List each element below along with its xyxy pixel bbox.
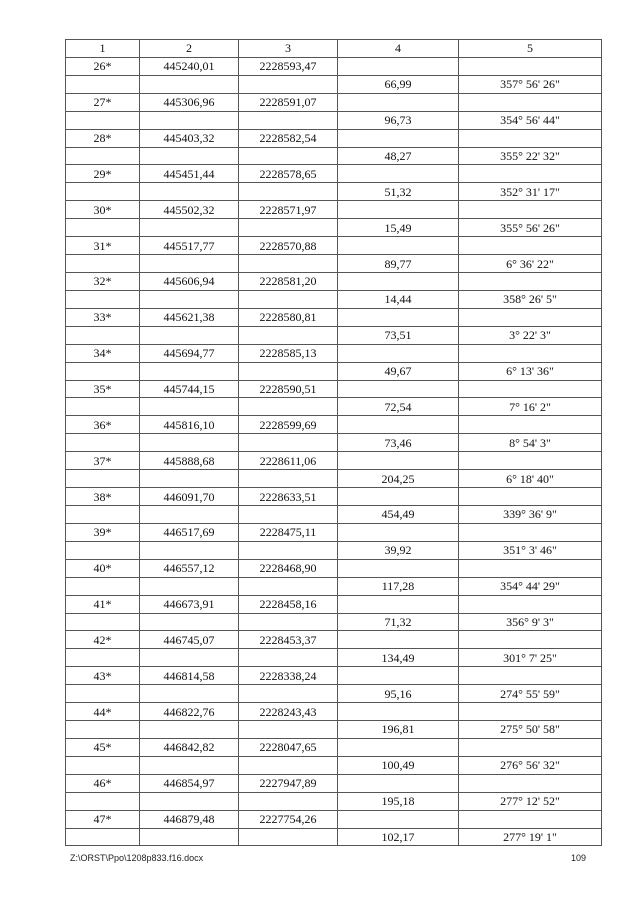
y-coordinate-cell [239,470,338,488]
table-row [66,57,602,75]
table-row [66,470,602,488]
x-coordinate-cell [140,183,239,201]
distance-cell: 89,77 [338,255,459,273]
point-id-cell: 34* [66,344,140,362]
y-coordinate-cell [239,756,338,774]
point-id-cell: 44* [66,703,140,721]
point-id-cell [66,434,140,452]
x-coordinate-cell: 446854,97 [140,774,239,792]
x-coordinate-cell [140,362,239,380]
distance-cell: 195,18 [338,792,459,810]
distance-cell [338,595,459,613]
y-coordinate-cell [239,147,338,165]
point-id-cell [66,111,140,129]
y-coordinate-cell [239,326,338,344]
table-row [66,93,602,111]
y-coordinate-cell: 2227754,26 [239,810,338,828]
point-id-cell: 39* [66,523,140,541]
bearing-cell: 276° 56' 32" [459,756,602,774]
x-coordinate-cell [140,792,239,810]
distance-cell [338,452,459,470]
x-coordinate-cell: 445888,68 [140,452,239,470]
point-id-cell [66,792,140,810]
x-coordinate-cell [140,290,239,308]
x-coordinate-cell: 446557,12 [140,559,239,577]
bearing-cell: 354° 56' 44" [459,111,602,129]
y-coordinate-cell: 2228591,07 [239,93,338,111]
point-id-cell: 47* [66,810,140,828]
table-row [66,613,602,631]
point-id-cell: 28* [66,129,140,147]
x-coordinate-cell [140,685,239,703]
x-coordinate-cell [140,756,239,774]
distance-cell: 15,49 [338,219,459,237]
table-row [66,685,602,703]
point-id-cell: 40* [66,559,140,577]
bearing-cell: 351° 3' 46" [459,541,602,559]
x-coordinate-cell: 446814,58 [140,667,239,685]
bearing-cell: 339° 36' 9" [459,505,602,523]
table-row [66,255,602,273]
bearing-cell: 355° 56' 26" [459,219,602,237]
bearing-cell [459,165,602,183]
page-number: 109 [570,853,586,863]
table-row [66,201,602,219]
y-coordinate-cell: 2228633,51 [239,488,338,506]
y-coordinate-cell: 2228243,43 [239,703,338,721]
coordinates-table-body [66,40,602,846]
point-id-cell: 26* [66,57,140,75]
table-row [66,183,602,201]
table-row [66,308,602,326]
table-row [66,147,602,165]
x-coordinate-cell: 445403,32 [140,129,239,147]
x-coordinate-cell [140,219,239,237]
y-coordinate-cell: 2228468,90 [239,559,338,577]
point-id-cell [66,721,140,739]
point-id-cell: 45* [66,738,140,756]
table-row [66,488,602,506]
y-coordinate-cell: 2228570,88 [239,237,338,255]
distance-cell: 95,16 [338,685,459,703]
x-coordinate-cell: 445306,96 [140,93,239,111]
point-id-cell [66,613,140,631]
x-coordinate-cell [140,398,239,416]
bearing-cell [459,738,602,756]
distance-cell: 72,54 [338,398,459,416]
x-coordinate-cell [140,649,239,667]
y-coordinate-cell [239,505,338,523]
y-coordinate-cell [239,613,338,631]
bearing-cell: 6° 18' 40" [459,470,602,488]
header-cell-4: 4 [338,40,459,58]
y-coordinate-cell [239,255,338,273]
table-row [66,541,602,559]
distance-cell [338,667,459,685]
x-coordinate-cell: 446673,91 [140,595,239,613]
table-row [66,237,602,255]
point-id-cell [66,75,140,93]
point-id-cell: 27* [66,93,140,111]
table-row [66,631,602,649]
point-id-cell: 36* [66,416,140,434]
point-id-cell [66,147,140,165]
table-row [66,667,602,685]
x-coordinate-cell [140,326,239,344]
bearing-cell [459,703,602,721]
table-row [66,75,602,93]
bearing-cell [459,201,602,219]
bearing-cell: 6° 13' 36" [459,362,602,380]
x-coordinate-cell: 445502,32 [140,201,239,219]
bearing-cell [459,631,602,649]
point-id-cell [66,470,140,488]
distance-cell [338,810,459,828]
distance-cell: 134,49 [338,649,459,667]
distance-cell [338,129,459,147]
table-row [66,505,602,523]
point-id-cell [66,828,140,846]
bearing-cell [459,595,602,613]
bearing-cell [459,559,602,577]
distance-cell [338,272,459,290]
table-row [66,129,602,147]
point-id-cell [66,577,140,595]
table-row [66,595,602,613]
distance-cell [338,308,459,326]
distance-cell: 66,99 [338,75,459,93]
x-coordinate-cell [140,721,239,739]
distance-cell: 454,49 [338,505,459,523]
x-coordinate-cell [140,147,239,165]
table-row [66,559,602,577]
distance-cell: 196,81 [338,721,459,739]
bearing-cell: 355° 22' 32" [459,147,602,165]
y-coordinate-cell: 2228338,24 [239,667,338,685]
y-coordinate-cell [239,577,338,595]
table-row [66,452,602,470]
table-row [66,111,602,129]
distance-cell: 102,17 [338,828,459,846]
point-id-cell: 35* [66,380,140,398]
bearing-cell: 277° 12' 52" [459,792,602,810]
bearing-cell: 3° 22' 3" [459,326,602,344]
table-row [66,792,602,810]
point-id-cell: 32* [66,272,140,290]
bearing-cell: 357° 56' 26" [459,75,602,93]
y-coordinate-cell: 2228581,20 [239,272,338,290]
x-coordinate-cell: 445240,01 [140,57,239,75]
distance-cell: 48,27 [338,147,459,165]
bearing-cell [459,452,602,470]
bearing-cell: 274° 55' 59" [459,685,602,703]
bearing-cell: 275° 50' 58" [459,721,602,739]
header-cell-3: 3 [239,40,338,58]
y-coordinate-cell: 2228475,11 [239,523,338,541]
bearing-cell [459,416,602,434]
distance-cell [338,237,459,255]
y-coordinate-cell [239,721,338,739]
table-row [66,416,602,434]
x-coordinate-cell [140,111,239,129]
bearing-cell: 358° 26' 5" [459,290,602,308]
y-coordinate-cell [239,219,338,237]
x-coordinate-cell: 445744,15 [140,380,239,398]
point-id-cell [66,219,140,237]
y-coordinate-cell: 2228047,65 [239,738,338,756]
point-id-cell: 30* [66,201,140,219]
x-coordinate-cell [140,613,239,631]
point-id-cell: 41* [66,595,140,613]
x-coordinate-cell [140,75,239,93]
x-coordinate-cell: 446879,48 [140,810,239,828]
table-row [66,398,602,416]
distance-cell [338,738,459,756]
point-id-cell: 31* [66,237,140,255]
table-row [66,290,602,308]
distance-cell [338,523,459,541]
table-row [66,577,602,595]
x-coordinate-cell [140,255,239,273]
table-row [66,272,602,290]
x-coordinate-cell [140,505,239,523]
distance-cell [338,416,459,434]
point-id-cell: 29* [66,165,140,183]
y-coordinate-cell [239,362,338,380]
x-coordinate-cell: 446745,07 [140,631,239,649]
y-coordinate-cell: 2228582,54 [239,129,338,147]
table-row [66,756,602,774]
y-coordinate-cell: 2228578,65 [239,165,338,183]
header-cell-5: 5 [459,40,602,58]
x-coordinate-cell: 445517,77 [140,237,239,255]
distance-cell [338,344,459,362]
point-id-cell [66,649,140,667]
point-id-cell: 37* [66,452,140,470]
footer-file-path: Z:\ORST\Ppo\1208p833.f16.docx [70,853,204,863]
x-coordinate-cell [140,541,239,559]
bearing-cell [459,57,602,75]
point-id-cell: 33* [66,308,140,326]
distance-cell [338,201,459,219]
point-id-cell [66,183,140,201]
bearing-cell: 352° 31' 17" [459,183,602,201]
y-coordinate-cell: 2228580,81 [239,308,338,326]
x-coordinate-cell [140,470,239,488]
bearing-cell [459,523,602,541]
y-coordinate-cell: 2227947,89 [239,774,338,792]
x-coordinate-cell [140,577,239,595]
y-coordinate-cell [239,828,338,846]
distance-cell [338,488,459,506]
y-coordinate-cell [239,290,338,308]
table-row [66,738,602,756]
bearing-cell [459,488,602,506]
distance-cell [338,165,459,183]
bearing-cell: 356° 9' 3" [459,613,602,631]
point-id-cell [66,541,140,559]
header-row [66,40,602,58]
y-coordinate-cell [239,111,338,129]
y-coordinate-cell: 2228593,47 [239,57,338,75]
x-coordinate-cell: 445606,94 [140,272,239,290]
coordinates-table [65,39,602,846]
distance-cell [338,559,459,577]
x-coordinate-cell: 446842,82 [140,738,239,756]
distance-cell: 73,51 [338,326,459,344]
distance-cell [338,380,459,398]
point-id-cell [66,326,140,344]
y-coordinate-cell: 2228599,69 [239,416,338,434]
bearing-cell [459,308,602,326]
y-coordinate-cell [239,792,338,810]
bearing-cell: 8° 54' 3" [459,434,602,452]
point-id-cell [66,398,140,416]
y-coordinate-cell [239,685,338,703]
bearing-cell [459,93,602,111]
bearing-cell [459,380,602,398]
point-id-cell [66,255,140,273]
y-coordinate-cell: 2228458,16 [239,595,338,613]
table-row [66,774,602,792]
bearing-cell: 277° 19' 1" [459,828,602,846]
table-row [66,362,602,380]
distance-cell [338,703,459,721]
x-coordinate-cell: 445816,10 [140,416,239,434]
header-cell-2: 2 [140,40,239,58]
distance-cell: 14,44 [338,290,459,308]
table-row [66,380,602,398]
bearing-cell [459,774,602,792]
x-coordinate-cell: 445694,77 [140,344,239,362]
y-coordinate-cell: 2228611,06 [239,452,338,470]
bearing-cell [459,237,602,255]
bearing-cell: 354° 44' 29" [459,577,602,595]
distance-cell: 100,49 [338,756,459,774]
y-coordinate-cell [239,434,338,452]
distance-cell: 96,73 [338,111,459,129]
bearing-cell: 6° 36' 22" [459,255,602,273]
bearing-cell [459,344,602,362]
point-id-cell [66,685,140,703]
table-row [66,828,602,846]
bearing-cell [459,272,602,290]
x-coordinate-cell [140,434,239,452]
x-coordinate-cell: 446091,70 [140,488,239,506]
distance-cell [338,57,459,75]
y-coordinate-cell [239,649,338,667]
y-coordinate-cell: 2228571,97 [239,201,338,219]
bearing-cell [459,667,602,685]
point-id-cell: 46* [66,774,140,792]
bearing-cell [459,129,602,147]
bearing-cell: 7° 16' 2" [459,398,602,416]
table-row [66,219,602,237]
y-coordinate-cell: 2228585,13 [239,344,338,362]
table-row [66,344,602,362]
distance-cell: 204,25 [338,470,459,488]
point-id-cell: 43* [66,667,140,685]
table-row [66,326,602,344]
distance-cell: 71,32 [338,613,459,631]
y-coordinate-cell: 2228590,51 [239,380,338,398]
y-coordinate-cell [239,541,338,559]
distance-cell [338,774,459,792]
distance-cell [338,93,459,111]
distance-cell: 39,92 [338,541,459,559]
table-row [66,523,602,541]
distance-cell: 117,28 [338,577,459,595]
x-coordinate-cell [140,828,239,846]
point-id-cell [66,362,140,380]
distance-cell: 51,32 [338,183,459,201]
point-id-cell: 42* [66,631,140,649]
point-id-cell [66,505,140,523]
bearing-cell: 301° 7' 25" [459,649,602,667]
x-coordinate-cell: 445621,38 [140,308,239,326]
bearing-cell [459,810,602,828]
table-row [66,434,602,452]
y-coordinate-cell: 2228453,37 [239,631,338,649]
header-cell-1: 1 [66,40,140,58]
x-coordinate-cell: 446517,69 [140,523,239,541]
y-coordinate-cell [239,398,338,416]
distance-cell [338,631,459,649]
point-id-cell: 38* [66,488,140,506]
y-coordinate-cell [239,75,338,93]
distance-cell: 73,46 [338,434,459,452]
distance-cell: 49,67 [338,362,459,380]
table-row [66,649,602,667]
table-row [66,721,602,739]
x-coordinate-cell: 446822,76 [140,703,239,721]
table-row [66,703,602,721]
point-id-cell [66,290,140,308]
point-id-cell [66,756,140,774]
x-coordinate-cell: 445451,44 [140,165,239,183]
y-coordinate-cell [239,183,338,201]
table-row [66,165,602,183]
table-row [66,810,602,828]
